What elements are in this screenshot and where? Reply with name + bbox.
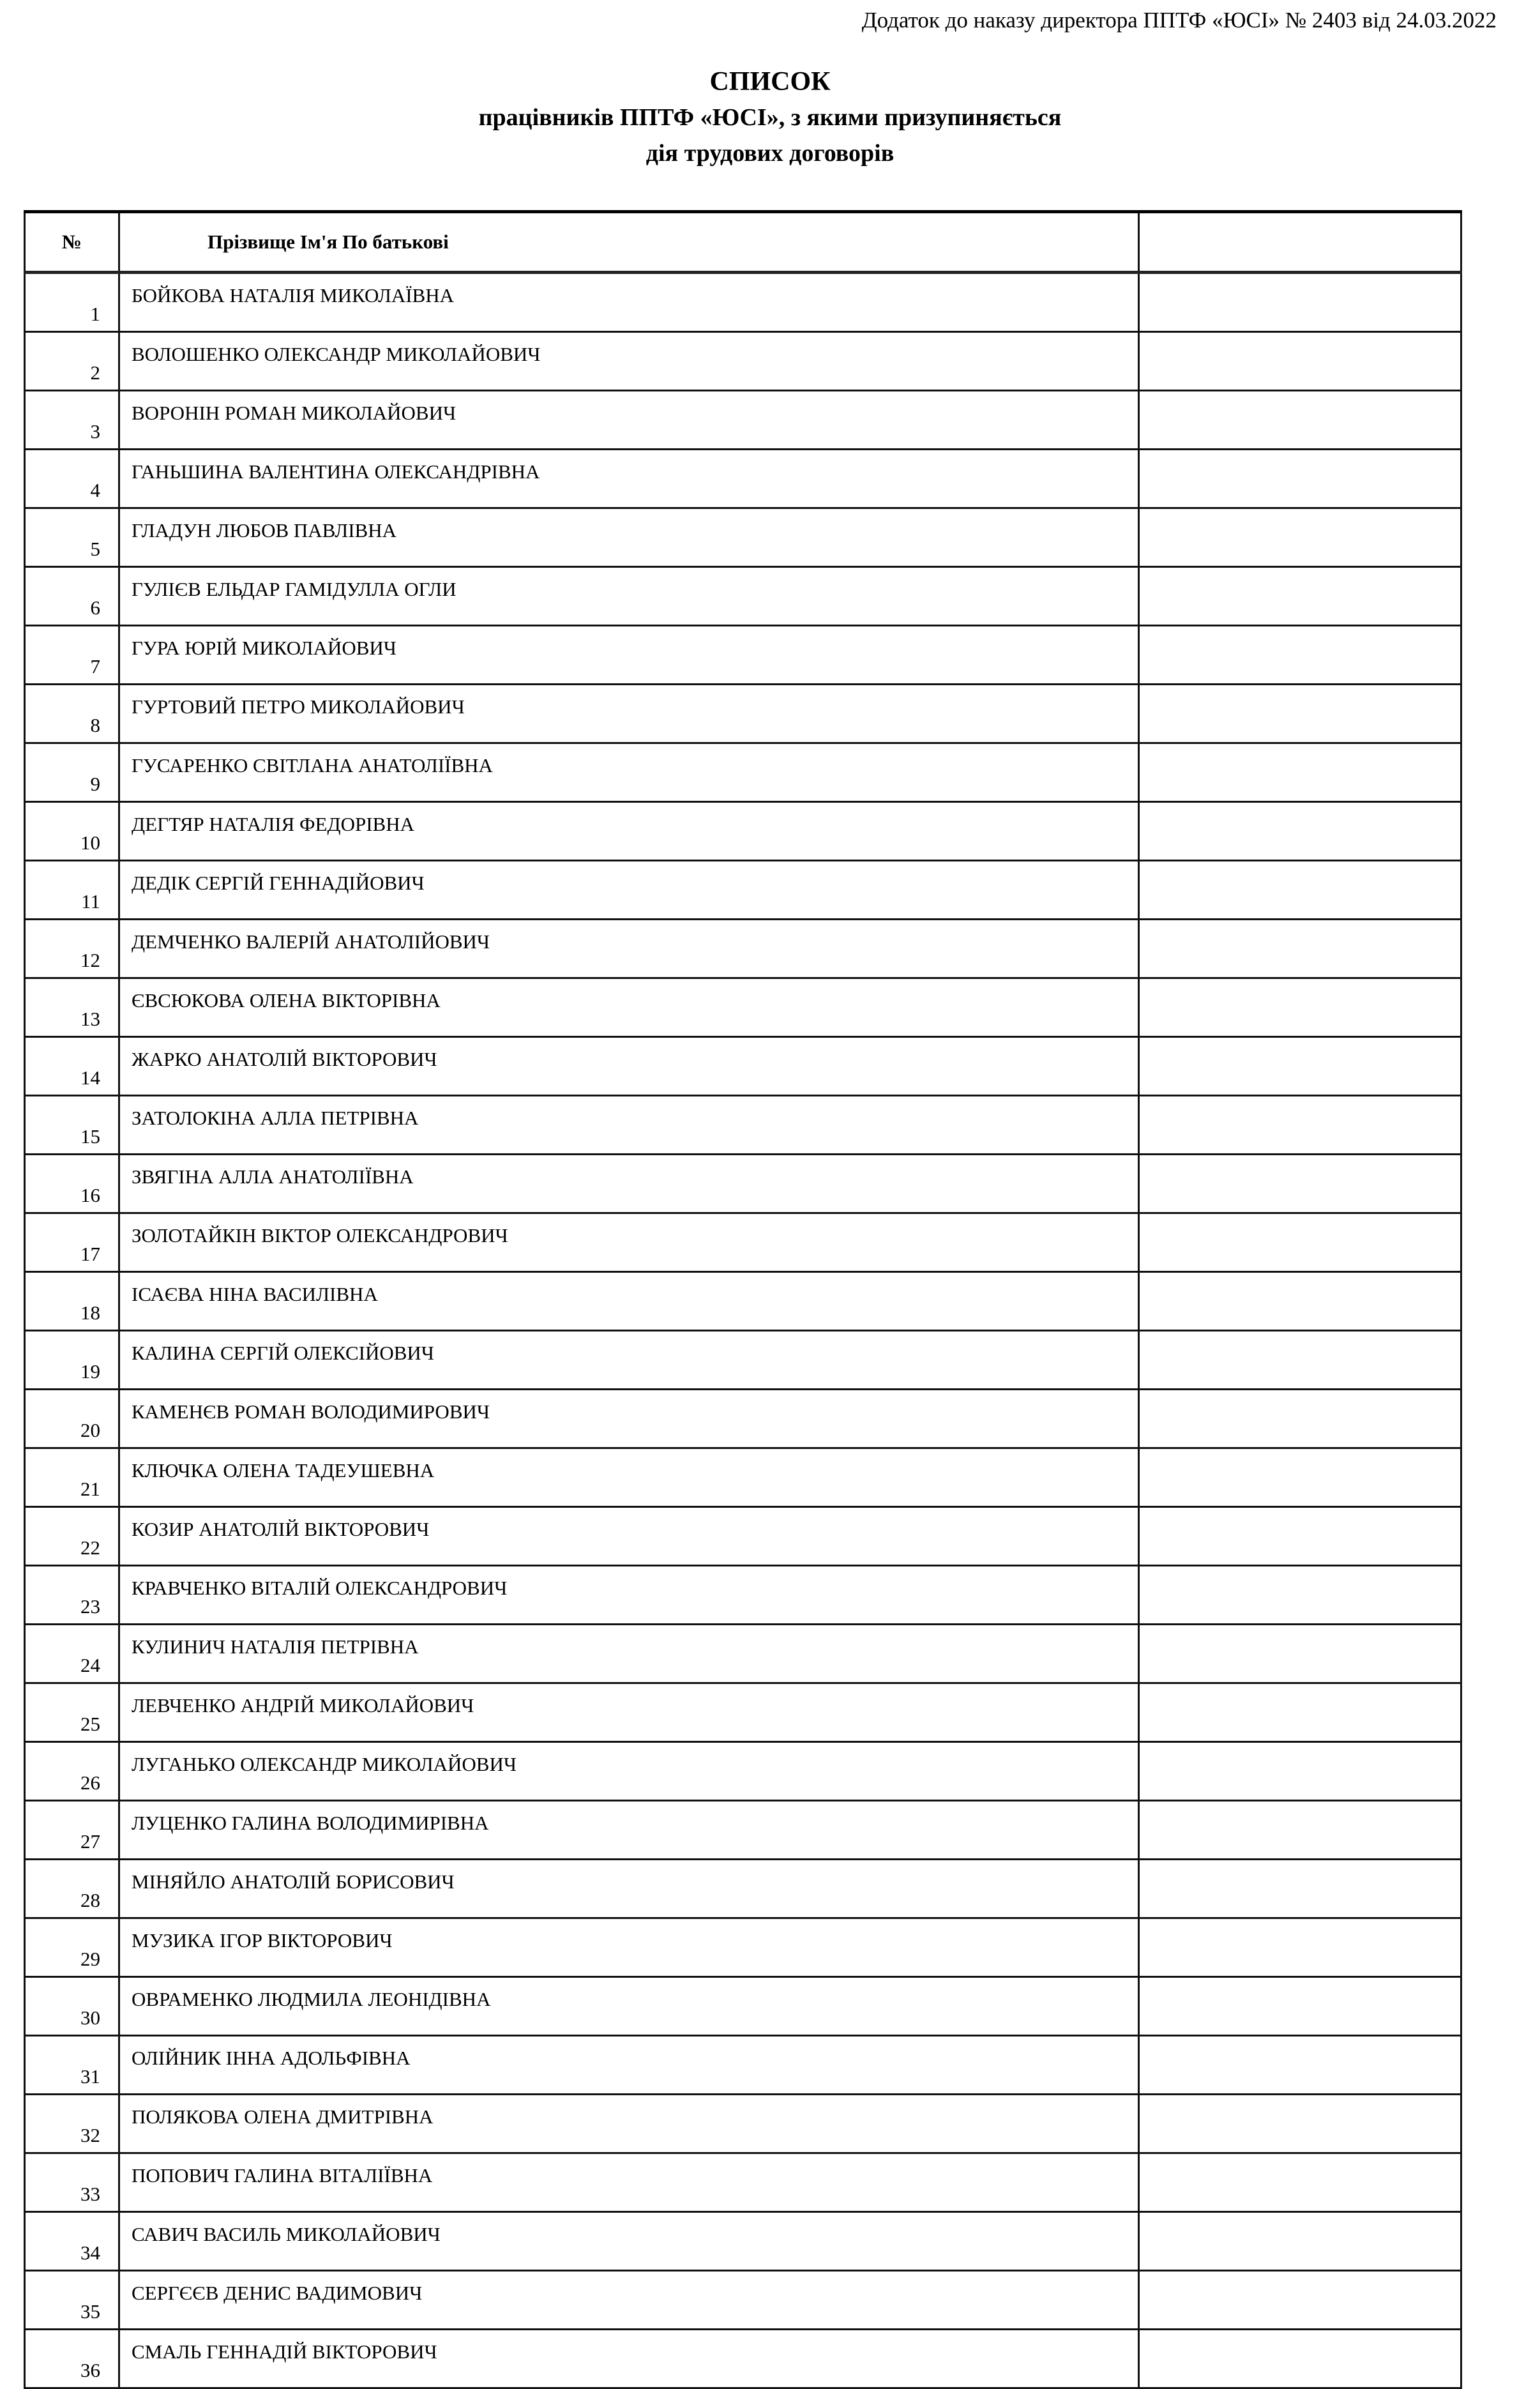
row-number: 34	[25, 2212, 119, 2271]
employee-name: ДЕГТЯР НАТАЛІЯ ФЕДОРІВНА	[119, 802, 1139, 861]
row-number: 16	[25, 1155, 119, 1213]
row-number: 20	[25, 1390, 119, 1448]
annex-reference: Додаток до наказу директора ППТФ «ЮСІ» № 2403 від 24.03.2022	[861, 8, 1497, 33]
employee-name: ЗОЛОТАЙКІН ВІКТОР ОЛЕКСАНДРОВИЧ	[119, 1213, 1139, 1272]
table-row	[25, 1448, 1461, 1507]
row-extra-cell	[1139, 978, 1461, 1037]
employee-name: КАЛИНА СЕРГІЙ ОЛЕКСІЙОВИЧ	[119, 1331, 1139, 1390]
employee-name: ГЛАДУН ЛЮБОВ ПАВЛІВНА	[119, 508, 1139, 567]
row-extra-cell	[1139, 1742, 1461, 1801]
row-extra-cell	[1139, 1448, 1461, 1507]
row-number: 4	[25, 450, 119, 508]
row-number: 11	[25, 861, 119, 920]
row-number: 18	[25, 1272, 119, 1331]
employee-name: ЖАРКО АНАТОЛІЙ ВІКТОРОВИЧ	[119, 1037, 1139, 1096]
row-number: 19	[25, 1331, 119, 1390]
row-number: 32	[25, 2095, 119, 2153]
employee-name: ЗВЯГІНА АЛЛА АНАТОЛІЇВНА	[119, 1155, 1139, 1213]
row-extra-cell	[1139, 2212, 1461, 2271]
row-extra-cell	[1139, 743, 1461, 802]
row-number: 10	[25, 802, 119, 861]
row-number: 27	[25, 1801, 119, 1860]
row-number: 6	[25, 567, 119, 626]
employee-name: КЛЮЧКА ОЛЕНА ТАДЕУШЕВНА	[119, 1448, 1139, 1507]
table-row	[25, 2153, 1461, 2212]
table-row	[25, 2330, 1461, 2388]
table-row	[25, 1918, 1461, 1977]
row-number: 33	[25, 2153, 119, 2212]
employee-name: ВОЛОШЕНКО ОЛЕКСАНДР МИКОЛАЙОВИЧ	[119, 332, 1139, 391]
table-row	[25, 1742, 1461, 1801]
row-number: 22	[25, 1507, 119, 1566]
employee-name: ГУРА ЮРІЙ МИКОЛАЙОВИЧ	[119, 626, 1139, 685]
employee-name: БОЙКОВА НАТАЛІЯ МИКОЛАЇВНА	[119, 273, 1139, 332]
row-extra-cell	[1139, 332, 1461, 391]
table-row	[25, 1390, 1461, 1448]
employee-table	[24, 210, 1462, 2389]
row-extra-cell	[1139, 626, 1461, 685]
row-extra-cell	[1139, 1801, 1461, 1860]
employee-name: ЄВСЮКОВА ОЛЕНА ВІКТОРІВНА	[119, 978, 1139, 1037]
row-extra-cell	[1139, 1860, 1461, 1918]
row-extra-cell	[1139, 1507, 1461, 1566]
employee-name: САВИЧ ВАСИЛЬ МИКОЛАЙОВИЧ	[119, 2212, 1139, 2271]
employee-name: ГУСАРЕНКО СВІТЛАНА АНАТОЛІЇВНА	[119, 743, 1139, 802]
header-number: №	[25, 212, 119, 273]
employee-name: СЕРГЄЄВ ДЕНИС ВАДИМОВИЧ	[119, 2271, 1139, 2330]
row-extra-cell	[1139, 1390, 1461, 1448]
row-extra-cell	[1139, 1566, 1461, 1625]
table-row	[25, 1977, 1461, 2036]
row-extra-cell	[1139, 861, 1461, 920]
employee-name: ЛУГАНЬКО ОЛЕКСАНДР МИКОЛАЙОВИЧ	[119, 1742, 1139, 1801]
row-extra-cell	[1139, 2095, 1461, 2153]
row-number: 35	[25, 2271, 119, 2330]
row-number: 24	[25, 1625, 119, 1683]
table-row	[25, 1507, 1461, 1566]
table-row	[25, 920, 1461, 978]
employee-name: КАМЕНЄВ РОМАН ВОЛОДИМИРОВИЧ	[119, 1390, 1139, 1448]
employee-name: ДЕМЧЕНКО ВАЛЕРІЙ АНАТОЛІЙОВИЧ	[119, 920, 1139, 978]
table-row	[25, 743, 1461, 802]
table-row	[25, 508, 1461, 567]
row-extra-cell	[1139, 1683, 1461, 1742]
employee-name: КУЛИНИЧ НАТАЛІЯ ПЕТРІВНА	[119, 1625, 1139, 1683]
table-row	[25, 978, 1461, 1037]
row-extra-cell	[1139, 1037, 1461, 1096]
table-row	[25, 2212, 1461, 2271]
row-number: 7	[25, 626, 119, 685]
title-line-3: дія трудових договорів	[645, 140, 895, 167]
row-extra-cell	[1139, 2271, 1461, 2330]
header-full-name: Прізвище Ім'я По батькові	[119, 212, 1139, 273]
table-row	[25, 2095, 1461, 2153]
employee-name: ДЕДІК СЕРГІЙ ГЕННАДІЙОВИЧ	[119, 861, 1139, 920]
row-extra-cell	[1139, 1155, 1461, 1213]
row-number: 17	[25, 1213, 119, 1272]
row-extra-cell	[1139, 1096, 1461, 1155]
row-number: 30	[25, 1977, 119, 2036]
row-extra-cell	[1139, 567, 1461, 626]
employee-name: ГУРТОВИЙ ПЕТРО МИКОЛАЙОВИЧ	[119, 685, 1139, 743]
row-extra-cell	[1139, 685, 1461, 743]
table-row	[25, 2271, 1461, 2330]
table-row	[25, 861, 1461, 920]
table-row	[25, 1213, 1461, 1272]
row-number: 26	[25, 1742, 119, 1801]
table-row	[25, 1331, 1461, 1390]
row-number: 1	[25, 273, 119, 332]
employee-name: КОЗИР АНАТОЛІЙ ВІКТОРОВИЧ	[119, 1507, 1139, 1566]
row-number: 36	[25, 2330, 119, 2388]
employee-name: КРАВЧЕНКО ВІТАЛІЙ ОЛЕКСАНДРОВИЧ	[119, 1566, 1139, 1625]
employee-name: ГАНЬШИНА ВАЛЕНТИНА ОЛЕКСАНДРІВНА	[119, 450, 1139, 508]
row-extra-cell	[1139, 1213, 1461, 1272]
row-extra-cell	[1139, 2153, 1461, 2212]
employee-name: ОВРАМЕНКО ЛЮДМИЛА ЛЕОНІДІВНА	[119, 1977, 1139, 2036]
employee-name: МІНЯЙЛО АНАТОЛІЙ БОРИСОВИЧ	[119, 1860, 1139, 1918]
employee-name: ВОРОНІН РОМАН МИКОЛАЙОВИЧ	[119, 391, 1139, 450]
table-body	[25, 273, 1461, 2388]
row-extra-cell	[1139, 508, 1461, 567]
employee-name: МУЗИКА ІГОР ВІКТОРОВИЧ	[119, 1918, 1139, 1977]
table-row	[25, 567, 1461, 626]
row-number: 21	[25, 1448, 119, 1507]
row-number: 13	[25, 978, 119, 1037]
row-extra-cell	[1139, 450, 1461, 508]
table-row	[25, 1037, 1461, 1096]
row-number: 28	[25, 1860, 119, 1918]
row-extra-cell	[1139, 920, 1461, 978]
title-line-2: працівників ППТФ «ЮСІ», з якими призупиняється	[478, 104, 1062, 131]
row-number: 23	[25, 1566, 119, 1625]
employee-name: ПОПОВИЧ ГАЛИНА ВІТАЛІЇВНА	[119, 2153, 1139, 2212]
row-extra-cell	[1139, 273, 1461, 332]
table-row	[25, 626, 1461, 685]
table-row	[25, 1566, 1461, 1625]
table-row	[25, 391, 1461, 450]
table-header-row	[25, 212, 1461, 273]
table-row	[25, 1096, 1461, 1155]
employee-name: ГУЛІЄВ ЕЛЬДАР ГАМІДУЛЛА ОГЛИ	[119, 567, 1139, 626]
row-extra-cell	[1139, 1977, 1461, 2036]
row-number: 29	[25, 1918, 119, 1977]
row-number: 2	[25, 332, 119, 391]
document-title	[0, 64, 1540, 171]
row-extra-cell	[1139, 2330, 1461, 2388]
table-row	[25, 273, 1461, 332]
row-number: 15	[25, 1096, 119, 1155]
employee-name: ЗАТОЛОКІНА АЛЛА ПЕТРІВНА	[119, 1096, 1139, 1155]
table-row	[25, 1801, 1461, 1860]
employee-name: ІСАЄВА НІНА ВАСИЛІВНА	[119, 1272, 1139, 1331]
employee-name: СМАЛЬ ГЕННАДІЙ ВІКТОРОВИЧ	[119, 2330, 1139, 2388]
employee-name: ЛУЦЕНКО ГАЛИНА ВОЛОДИМИРІВНА	[119, 1801, 1139, 1860]
table-row	[25, 685, 1461, 743]
row-extra-cell	[1139, 2036, 1461, 2095]
employee-name: ПОЛЯКОВА ОЛЕНА ДМИТРІВНА	[119, 2095, 1139, 2153]
header-extra	[1139, 212, 1461, 273]
title-line-1: СПИСОК	[709, 67, 831, 96]
row-number: 8	[25, 685, 119, 743]
row-number: 5	[25, 508, 119, 567]
row-number: 3	[25, 391, 119, 450]
row-extra-cell	[1139, 1918, 1461, 1977]
row-extra-cell	[1139, 1272, 1461, 1331]
row-number: 31	[25, 2036, 119, 2095]
row-number: 12	[25, 920, 119, 978]
table-row	[25, 332, 1461, 391]
row-extra-cell	[1139, 802, 1461, 861]
employee-name: ЛЕВЧЕНКО АНДРІЙ МИКОЛАЙОВИЧ	[119, 1683, 1139, 1742]
employee-name: ОЛІЙНИК ІННА АДОЛЬФІВНА	[119, 2036, 1139, 2095]
row-number: 14	[25, 1037, 119, 1096]
table-row	[25, 1625, 1461, 1683]
row-extra-cell	[1139, 391, 1461, 450]
row-extra-cell	[1139, 1331, 1461, 1390]
table-row	[25, 450, 1461, 508]
row-extra-cell	[1139, 1625, 1461, 1683]
table-row	[25, 1683, 1461, 1742]
row-number: 25	[25, 1683, 119, 1742]
table-row	[25, 802, 1461, 861]
table-row	[25, 1155, 1461, 1213]
table-row	[25, 2036, 1461, 2095]
table-row	[25, 1272, 1461, 1331]
table-row	[25, 1860, 1461, 1918]
row-number: 9	[25, 743, 119, 802]
